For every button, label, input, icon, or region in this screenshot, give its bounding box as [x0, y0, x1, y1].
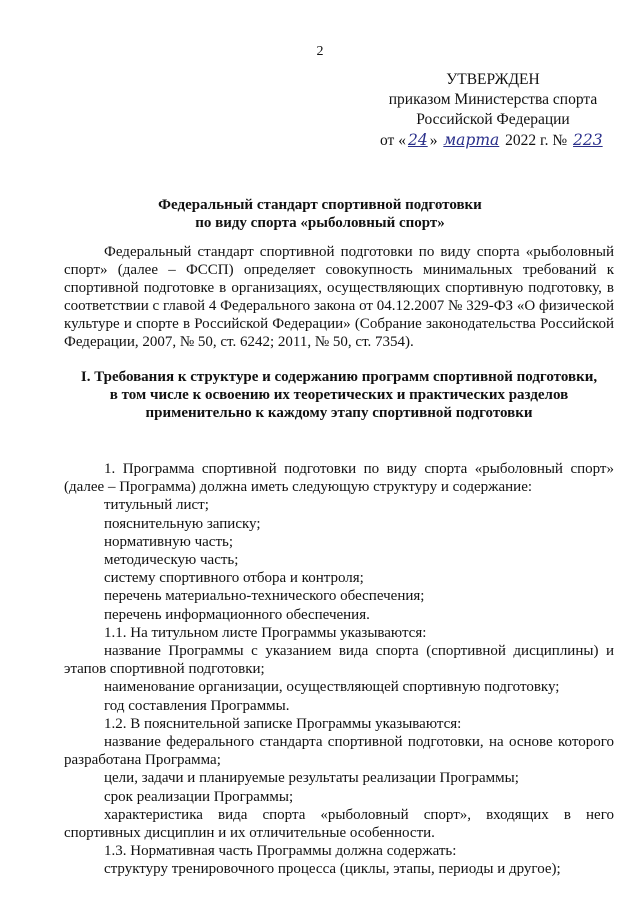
list-item: пояснительную записку;	[104, 515, 261, 532]
list-item: перечень информационного обеспечения.	[104, 606, 370, 623]
section-body	[64, 460, 614, 879]
date-mid: »	[429, 132, 442, 149]
date-prefix: от «	[380, 132, 406, 149]
clause-1: 1. Программа спортивной подготовки по виду спорта «рыболовный спорт» (далее – Программа) должна иметь следующую структуру и содержание:	[64, 461, 614, 496]
list-item: характеристика вида спорта «рыболовный спорт», входящих в него спортивных дисциплин и их отличительные особенности.	[64, 806, 614, 842]
clause-1-3: 1.3. Нормативная часть Программы должна содержать:	[104, 843, 457, 860]
section-heading-line-2: в том числе к освоению их теоретических и практических разделов	[109, 387, 569, 403]
list-item: название Программы с указанием вида спорта (спортивной дисциплины) и этапов спортивной подготовки;	[64, 643, 614, 678]
approval-stamp	[378, 70, 608, 151]
list-item: срок реализации Программы;	[104, 788, 294, 805]
clause-1-2: 1.2. В пояснительной записке Программы указываются:	[104, 715, 462, 732]
date-year: 2022 г. №	[501, 132, 572, 149]
section-heading-line-1: I. Требования к структуре и содержанию программ спортивной подготовки,	[80, 369, 598, 385]
approval-org-line: Российской Федерации	[416, 111, 570, 128]
list-item: структуру тренировочного процесса (циклы, этапы, периоды и другое);	[104, 861, 561, 878]
document-title	[0, 196, 640, 232]
list-item: методическую часть;	[104, 552, 239, 569]
list-item: перечень материально-технического обеспечения;	[104, 588, 425, 605]
list-item: название федерального стандарта спортивной подготовки, на основе которого разработана Программа;	[64, 734, 614, 769]
clause-1-1: 1.1. На титульном листе Программы указываются:	[104, 624, 427, 641]
list-item: цели, задачи и планируемые результаты реализации Программы;	[104, 770, 519, 787]
list-item: год составления Программы.	[104, 697, 290, 714]
list-item: титульный лист;	[104, 497, 209, 514]
section-heading-line-3: применительно к каждому этапу спортивной подготовки	[145, 405, 533, 421]
list-item: наименование организации, осуществляющей спортивную подготовку;	[104, 679, 560, 696]
title-line-2: по виду спорта «рыболовный спорт»	[195, 215, 445, 231]
intro-paragraph: Федеральный стандарт спортивной подготовки по виду спорта «рыболовный спорт» (далее – ФССП) определяет совокупность минимальных требований к спортивной подготовке в организациях, осуществляющих спортивную подготовку, в соответствии с главой 4 Федерального закона от 04.12.2007 № 329-ФЗ «О физической культуре и спорте в Российской Федерации» (Собрание законодательства Российской Федерации, 2007, № 50, ст. 6242; 2011, № 50, ст. 7354).	[64, 244, 614, 350]
page-number: 2	[316, 44, 324, 59]
handwritten-month: марта	[443, 131, 500, 149]
approval-order-line: приказом Министерства спорта	[388, 91, 598, 108]
section-heading	[64, 368, 614, 422]
list-item: нормативную часть;	[104, 533, 234, 550]
list-item: систему спортивного отбора и контроля;	[104, 570, 364, 587]
approved-label: УТВЕРЖДЕН	[446, 71, 540, 88]
handwritten-number: 223	[573, 131, 603, 149]
title-line-1: Федеральный стандарт спортивной подготовки	[158, 197, 482, 213]
handwritten-day: 24	[407, 131, 428, 149]
approval-date-line	[378, 130, 608, 151]
